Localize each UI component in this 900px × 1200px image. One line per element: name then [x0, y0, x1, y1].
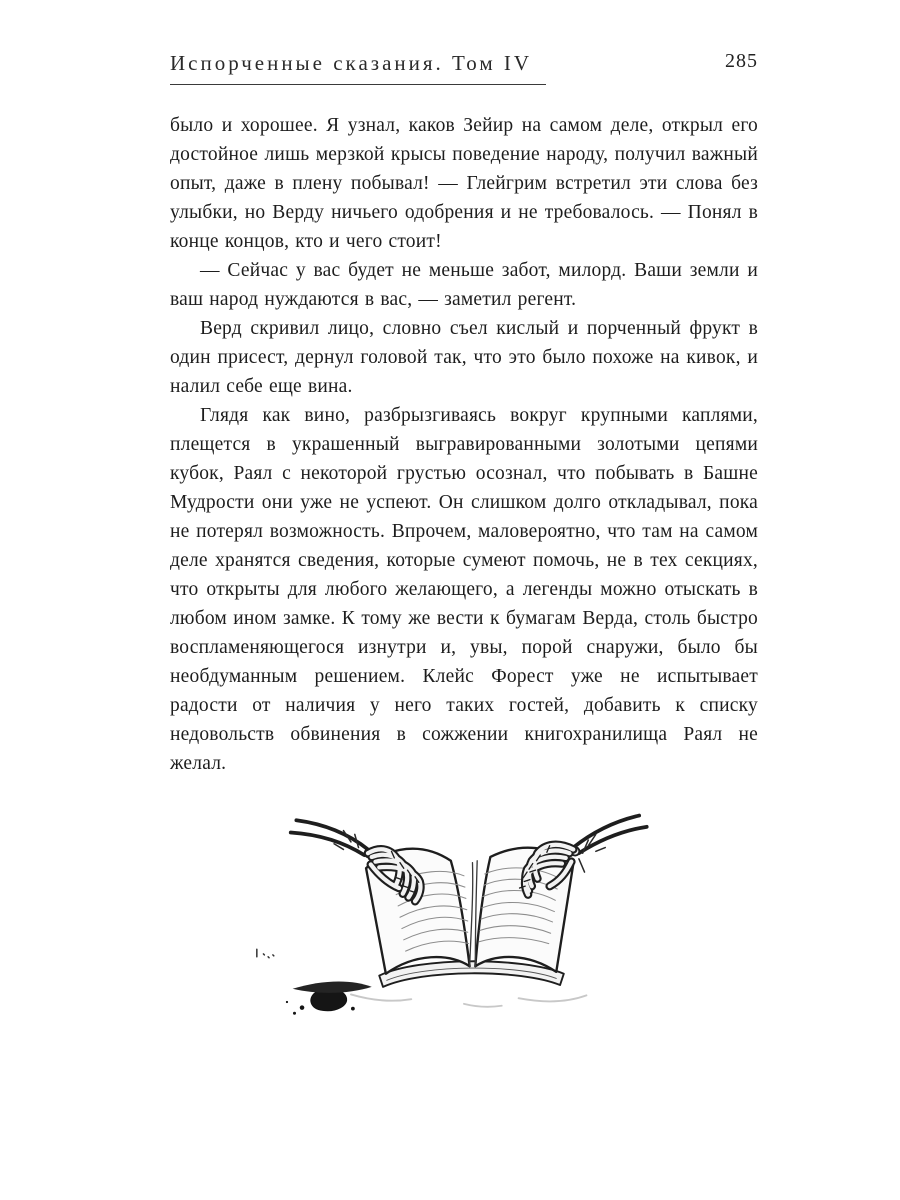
body-text: [170, 111, 758, 778]
running-title: Испорченные сказания. Том IV: [170, 51, 546, 85]
ink-streak: [293, 981, 372, 992]
text-block: [170, 50, 758, 1039]
skeleton-hands-book-illustration: [170, 808, 758, 1039]
stray-marks: [257, 949, 274, 957]
paragraph: Верд скривил лицо, словно съел кислый и порченный фрукт в один присест, дернул головой так, что это было похоже на кивок, и налил себе еще вина.: [170, 318, 758, 397]
paragraph: было и хорошее. Я узнал, каков Зейир на самом деле, открыл его достойное лишь мерзкой крысы поведение народу, получил важный опыт, даже в плену побывал! — Глейгрим встретил эти слова без улыбки, но Верду ничьего одобрения и не требовалось. — Понял в конце концов, кто и чего стоит!: [170, 115, 758, 252]
ground-shadow: [351, 994, 586, 1006]
paragraph: Глядя как вино, разбрызгиваясь вокруг крупными каплями, плещется в украшенный выгравированными золотыми цепями кубок, Раял с некоторой грустью осознал, что побывать в Башне Мудрости они уже не успеют. Он слишком долго откладывал, пока не потерял возможность. Впрочем, маловероятно, что там на самом деле хранятся сведения, которые сумеют помочь, не в тех секциях, что открыты для любого желающего, а легенды можно отыскать в любом ином замке. К тому же вести к бумагам Верда, столь быстро воспламеняющегося изнутри и, увы, порой снаружи, было бы необдуманным решением. Клейс Форест уже не испытывает радости от наличия у него таких гостей, добавить к списку недовольств обвинения в сожжении книгохранилища Раял не желал.: [170, 405, 758, 774]
skeleton-hands-book-svg: [238, 808, 690, 1034]
running-head: [170, 50, 758, 85]
page-number: 285: [725, 50, 758, 72]
left-skeleton-hand: [291, 820, 421, 901]
paragraph: — Сейчас у вас будет не меньше забот, милорд. Ваши земли и ваш народ нуждаются в вас, — заметил регент.: [170, 260, 758, 310]
